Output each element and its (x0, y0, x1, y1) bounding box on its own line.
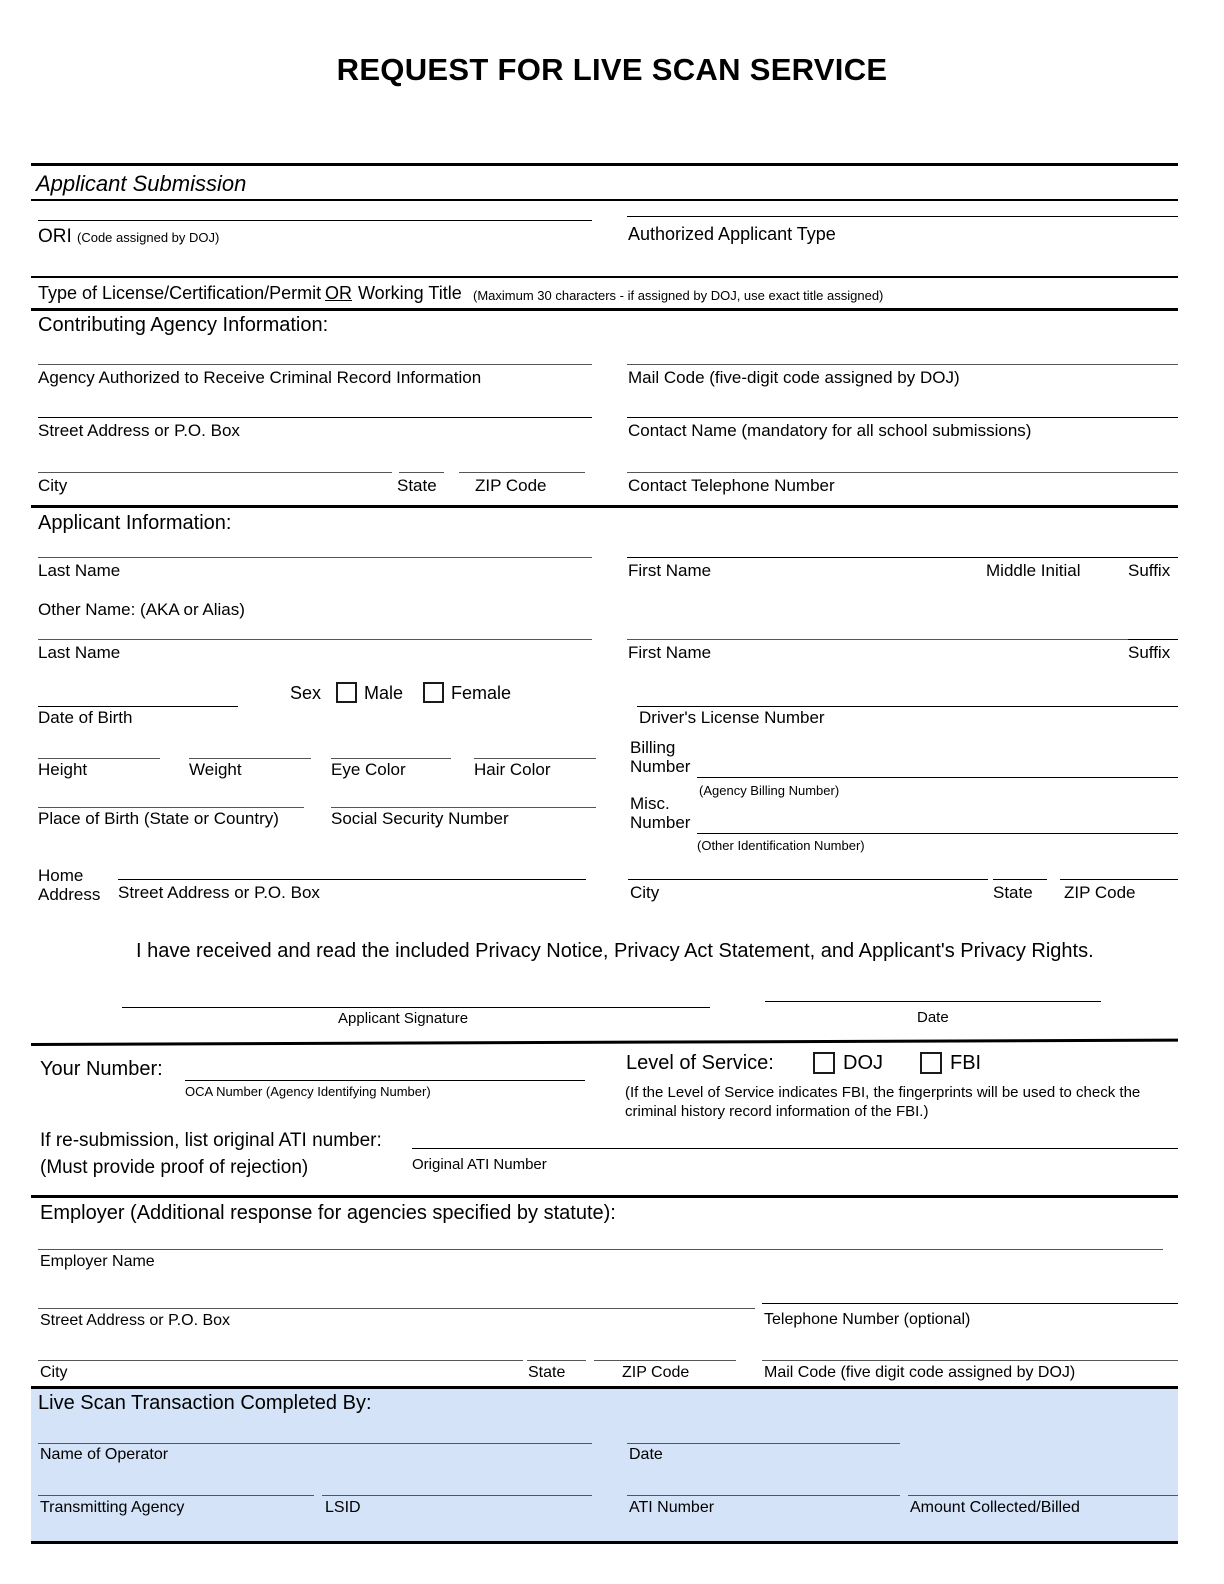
weight-label: Weight (189, 760, 242, 779)
transmitting-agency-rule[interactable] (38, 1495, 314, 1496)
home-city-rule[interactable] (628, 879, 988, 880)
billing-number-label-line1: Billing (630, 738, 676, 757)
employer-state-label: State (528, 1364, 566, 1381)
live-scan-heading: Live Scan Transaction Completed By: (38, 1392, 372, 1414)
home-address-label-line2: Address (38, 885, 101, 904)
employer-street-rule[interactable] (38, 1308, 755, 1309)
signature-date-rule[interactable] (765, 1001, 1101, 1002)
suffix-rule[interactable] (1128, 557, 1178, 558)
ori-field-rule[interactable] (38, 220, 592, 221)
billing-number-rule[interactable] (697, 777, 1178, 778)
amount-collected-rule[interactable] (908, 1495, 1178, 1496)
license-type-label: Type of License/Certification/Permit (38, 283, 322, 303)
employer-name-rule[interactable] (38, 1249, 1163, 1250)
applicant-signature-rule[interactable] (122, 1007, 710, 1008)
misc-number-rule[interactable] (697, 833, 1178, 834)
ati-number-rule[interactable] (627, 1495, 900, 1496)
agency-authorized-label: Agency Authorized to Receive Criminal Record Information (38, 368, 482, 387)
employer-telephone-label: Telephone Number (optional) (764, 1311, 971, 1328)
original-ati-label: Original ATI Number (412, 1156, 547, 1173)
level-of-service-label: Level of Service: (626, 1052, 774, 1074)
eye-color-label: Eye Color (331, 760, 406, 779)
weight-rule[interactable] (189, 758, 311, 759)
misc-number-label-line2: Number (630, 813, 691, 832)
aka-last-name-rule[interactable] (38, 639, 592, 640)
mail-code-label: Mail Code (five-digit code assigned by DOJ) (628, 368, 960, 387)
home-zip-label: ZIP Code (1064, 883, 1136, 902)
applicant-signature-label: Applicant Signature (338, 1010, 469, 1027)
ori-note: (Code assigned by DOJ) (77, 230, 220, 245)
oca-number-note: OCA Number (Agency Identifying Number) (185, 1084, 431, 1099)
contact-name-label: Contact Name (mandatory for all school submissions) (628, 421, 1032, 440)
aka-first-name-rule[interactable] (627, 639, 1131, 640)
social-security-rule[interactable] (331, 807, 596, 808)
divider-employer (31, 1195, 1178, 1198)
contributing-agency-heading: Contributing Agency Information: (38, 314, 329, 336)
level-of-service-fbi-label: FBI (950, 1052, 982, 1074)
privacy-statement: I have received and read the included Privacy Notice, Privacy Act Statement, and Applicant's Privacy Rights. (136, 940, 1094, 962)
billing-number-label-line2: Number (630, 757, 691, 776)
divider-live-scan-top (31, 1386, 1178, 1389)
employer-mail-code-rule[interactable] (762, 1360, 1178, 1361)
divider-applicant-submission-bottom (31, 199, 1178, 201)
agency-billing-number-note: (Agency Billing Number) (699, 783, 840, 798)
sex-female-label: Female (451, 683, 512, 703)
first-name-rule[interactable] (627, 557, 1131, 558)
oca-number-rule[interactable] (185, 1080, 585, 1081)
fbi-note-line2: criminal history record information of the FBI.) (625, 1103, 929, 1120)
divider-live-scan-bottom (31, 1541, 1178, 1544)
other-name-label: Other Name: (AKA or Alias) (38, 600, 245, 619)
agency-street-label: Street Address or P.O. Box (38, 421, 240, 440)
lsid-rule[interactable] (322, 1495, 592, 1496)
sex-male-checkbox[interactable] (336, 682, 357, 703)
divider-your-number (31, 1039, 1178, 1046)
contact-phone-label: Contact Telephone Number (628, 476, 835, 495)
authorized-applicant-type-rule[interactable] (627, 216, 1178, 217)
agency-state-label: State (397, 476, 437, 495)
agency-city-rule[interactable] (38, 472, 392, 473)
aka-suffix-rule[interactable] (1128, 639, 1178, 640)
authorized-applicant-type-label: Authorized Applicant Type (628, 224, 836, 244)
eye-color-rule[interactable] (331, 758, 451, 759)
last-name-rule[interactable] (38, 557, 592, 558)
height-label: Height (38, 760, 88, 779)
drivers-license-rule[interactable] (637, 706, 1178, 707)
height-rule[interactable] (38, 758, 160, 759)
last-name-label: Last Name (38, 561, 121, 580)
applicant-information-heading: Applicant Information: (38, 512, 232, 534)
employer-city-label: City (40, 1364, 68, 1381)
sex-label: Sex (290, 683, 322, 703)
home-address-label-line1: Home (38, 866, 84, 885)
suffix-label: Suffix (1128, 561, 1171, 580)
agency-city-label: City (38, 476, 68, 495)
level-of-service-fbi-checkbox[interactable] (920, 1052, 942, 1074)
date-of-birth-rule[interactable] (38, 706, 238, 707)
lsid-label: LSID (325, 1499, 361, 1516)
home-street-rule[interactable] (118, 879, 586, 880)
drivers-license-label: Driver's License Number (639, 708, 825, 727)
page-title: REQUEST FOR LIVE SCAN SERVICE (336, 52, 888, 87)
home-state-rule[interactable] (993, 879, 1047, 880)
level-of-service-doj-checkbox[interactable] (813, 1052, 835, 1074)
divider-applicant-submission-top (31, 163, 1178, 166)
middle-initial-label: Middle Initial (986, 561, 1081, 580)
employer-street-label: Street Address or P.O. Box (40, 1312, 231, 1329)
agency-authorized-rule[interactable] (38, 364, 592, 365)
agency-state-rule[interactable] (399, 472, 444, 473)
employer-state-rule[interactable] (527, 1360, 586, 1361)
operator-name-rule[interactable] (38, 1443, 592, 1444)
sex-female-checkbox[interactable] (423, 682, 444, 703)
employer-telephone-rule[interactable] (762, 1303, 1178, 1304)
social-security-label: Social Security Number (331, 809, 509, 828)
employer-heading: Employer (Additional response for agencies specified by statute): (40, 1202, 616, 1224)
contact-phone-rule[interactable] (627, 472, 1178, 473)
divider-license-top (31, 276, 1178, 278)
level-of-service-doj-label: DOJ (843, 1052, 883, 1074)
place-of-birth-label: Place of Birth (State or Country) (38, 809, 279, 828)
divider-contributing-agency (31, 308, 1178, 311)
aka-last-name-label: Last Name (38, 643, 121, 662)
original-ati-rule[interactable] (412, 1148, 1178, 1149)
employer-zip-label: ZIP Code (622, 1364, 690, 1381)
agency-zip-rule[interactable] (459, 472, 585, 473)
license-type-label2: Working Title (358, 283, 462, 303)
employer-mail-code-label: Mail Code (five digit code assigned by DOJ) (764, 1364, 1076, 1381)
resubmission-label-line2: (Must provide proof of rejection) (40, 1157, 309, 1178)
employer-city-rule[interactable] (38, 1360, 523, 1361)
applicant-submission-heading: Applicant Submission (36, 171, 247, 196)
aka-suffix-label: Suffix (1128, 643, 1171, 662)
signature-date-label: Date (917, 1009, 949, 1026)
hair-color-label: Hair Color (474, 760, 551, 779)
home-street-label: Street Address or P.O. Box (118, 883, 320, 902)
hair-color-rule[interactable] (474, 758, 596, 759)
home-zip-rule[interactable] (1060, 879, 1178, 880)
date-of-birth-label: Date of Birth (38, 708, 133, 727)
amount-collected-label: Amount Collected/Billed (910, 1499, 1080, 1516)
mail-code-rule[interactable] (627, 364, 1178, 365)
agency-zip-label: ZIP Code (475, 476, 547, 495)
other-identification-number-note: (Other Identification Number) (697, 838, 865, 853)
license-type-note: (Maximum 30 characters - if assigned by DOJ, use exact title assigned) (473, 288, 884, 303)
ori-label: ORI (38, 226, 72, 247)
sex-male-label: Male (364, 683, 404, 703)
misc-number-label-line1: Misc. (630, 794, 670, 813)
employer-zip-rule[interactable] (594, 1360, 736, 1361)
live-scan-date-rule[interactable] (627, 1443, 900, 1444)
license-type-or: OR (325, 283, 352, 303)
operator-name-label: Name of Operator (40, 1446, 169, 1463)
home-city-label: City (630, 883, 660, 902)
your-number-label: Your Number: (40, 1058, 163, 1080)
first-name-label: First Name (628, 561, 712, 580)
contact-name-rule[interactable] (627, 417, 1178, 418)
aka-first-name-label: First Name (628, 643, 712, 662)
transmitting-agency-label: Transmitting Agency (40, 1499, 185, 1516)
place-of-birth-rule[interactable] (38, 807, 304, 808)
resubmission-label-line1: If re-submission, list original ATI number: (40, 1130, 382, 1151)
agency-street-rule[interactable] (38, 417, 592, 418)
home-state-label: State (993, 883, 1033, 902)
employer-name-label: Employer Name (40, 1253, 155, 1270)
divider-applicant-information (31, 505, 1178, 508)
ati-number-label: ATI Number (629, 1499, 715, 1516)
fbi-note-line1: (If the Level of Service indicates FBI, the fingerprints will be used to check the (625, 1084, 1141, 1101)
live-scan-date-label: Date (629, 1446, 663, 1463)
